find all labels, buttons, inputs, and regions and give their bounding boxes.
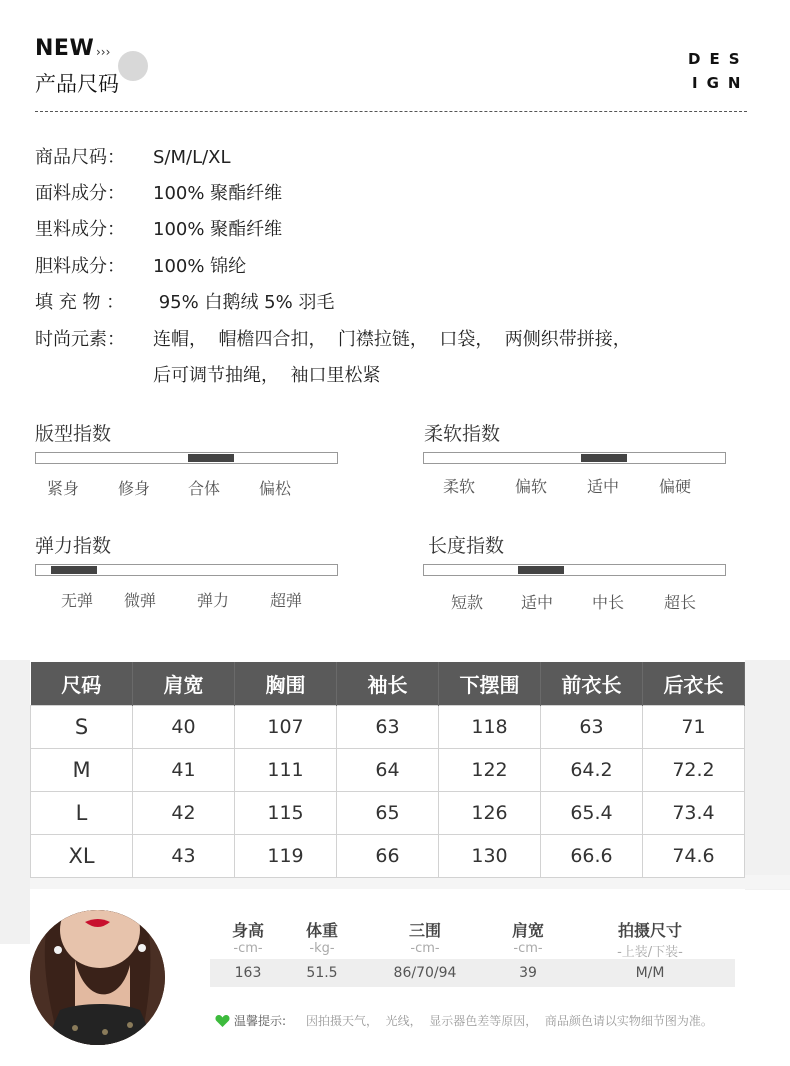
table-header-cell: 袖长 xyxy=(337,662,439,706)
tip-text: 因拍摄天气， 光线， 显示器色差等原因， 商品颜色请以实物细节图为准。 xyxy=(306,1014,713,1028)
table-cell: 126 xyxy=(439,792,541,835)
spec-value: S/M/L/XL xyxy=(153,147,231,168)
index-title-length: 长度指数 xyxy=(428,535,505,557)
table-header-cell: 后衣长 xyxy=(643,662,745,706)
table-cell: L xyxy=(31,792,133,835)
model-head: 拍摄尺寸 xyxy=(617,921,682,940)
index-label: 短款 xyxy=(451,593,484,612)
spec-value: 95% 白鹅绒 5% 羽毛 xyxy=(153,292,335,313)
index-bar-length xyxy=(423,564,726,576)
index-label: 偏硬 xyxy=(659,477,692,496)
index-label: 偏松 xyxy=(259,479,292,498)
table-cell: 71 xyxy=(643,706,745,749)
index-label: 中长 xyxy=(592,593,625,612)
index-indicator xyxy=(188,454,234,462)
index-label: 柔软 xyxy=(443,477,476,496)
table-cell: 63 xyxy=(541,706,643,749)
index-label: 适中 xyxy=(521,593,554,612)
spec-value: 100% 聚酯纤维 xyxy=(153,183,283,204)
index-label: 修身 xyxy=(118,479,151,498)
table-cell: 65.4 xyxy=(541,792,643,835)
index-label: 超长 xyxy=(664,593,697,612)
table-row xyxy=(31,835,745,878)
size-table xyxy=(30,662,745,878)
table-cell: 63 xyxy=(337,706,439,749)
design-text-line1: DES xyxy=(688,50,749,68)
table-cell: 66 xyxy=(337,835,439,878)
index-title-fit: 版型指数 xyxy=(35,423,112,445)
table-cell: 65 xyxy=(337,792,439,835)
index-bar-fit xyxy=(35,452,338,464)
spec-value: 100% 聚酯纤维 xyxy=(153,219,283,240)
table-row xyxy=(31,792,745,835)
model-head: 体重 xyxy=(305,921,338,940)
table-bg-right xyxy=(745,660,790,890)
spec-value: 100% 锦纶 xyxy=(153,256,247,277)
spec-row-lining xyxy=(35,215,282,241)
model-unit: -cm- xyxy=(410,941,440,956)
index-label: 微弹 xyxy=(124,591,157,610)
table-cell: 43 xyxy=(133,835,235,878)
table-cell: 72.2 xyxy=(643,749,745,792)
spec-label: 里料成分： xyxy=(35,219,125,240)
index-label: 合体 xyxy=(188,479,221,498)
table-row xyxy=(31,706,745,749)
index-title-softness: 柔软指数 xyxy=(424,423,501,445)
table-cell: 74.6 xyxy=(643,835,745,878)
table-header-cell: 胸围 xyxy=(235,662,337,706)
design-text-line2: IGN xyxy=(692,74,750,92)
table-cell: 118 xyxy=(439,706,541,749)
index-label: 弹力 xyxy=(197,591,230,610)
table-cell: M xyxy=(31,749,133,792)
table-cell: XL xyxy=(31,835,133,878)
table-cell: 122 xyxy=(439,749,541,792)
new-label: NEW xyxy=(35,36,95,61)
model-head: 三围 xyxy=(408,921,441,940)
table-cell: 64 xyxy=(337,749,439,792)
table-row xyxy=(31,749,745,792)
table-cell: 130 xyxy=(439,835,541,878)
model-photo xyxy=(30,910,165,1045)
model-photo-illustration xyxy=(30,910,165,1045)
heart-icon-svg xyxy=(215,1014,230,1028)
spec-row-size xyxy=(35,143,231,169)
section-title: 产品尺码 xyxy=(35,72,119,96)
model-value: 39 xyxy=(519,965,537,981)
model-unit: -cm- xyxy=(233,941,263,956)
spec-row-fabric xyxy=(35,179,282,205)
header-decor-dot xyxy=(118,51,148,81)
table-header-cell: 下摆围 xyxy=(439,662,541,706)
table-cell: 111 xyxy=(235,749,337,792)
spec-value: 连帽， 帽檐四合扣， 门襟拉链， 口袋， 两侧织带拼接， xyxy=(153,329,631,350)
model-unit: -kg- xyxy=(309,941,335,956)
index-indicator xyxy=(581,454,627,462)
spec-continuation: 后可调节抽绳， 袖口里松紧 xyxy=(153,365,381,386)
new-arrows-icon: ››› xyxy=(96,45,111,59)
table-cell: 119 xyxy=(235,835,337,878)
index-label: 无弹 xyxy=(61,591,94,610)
index-label: 适中 xyxy=(587,477,620,496)
spec-label: 胆料成分： xyxy=(35,256,125,277)
table-header-cell: 肩宽 xyxy=(133,662,235,706)
table-header-cell: 前衣长 xyxy=(541,662,643,706)
table-cell: 107 xyxy=(235,706,337,749)
index-label: 紧身 xyxy=(47,479,80,498)
model-unit: -cm- xyxy=(513,941,543,956)
header-divider xyxy=(35,111,747,112)
spec-label: 商品尺码： xyxy=(35,147,125,168)
model-value: M/M xyxy=(635,965,665,981)
model-value: 163 xyxy=(234,965,262,981)
model-head: 肩宽 xyxy=(511,921,544,940)
model-head: 身高 xyxy=(231,921,264,940)
index-label: 偏软 xyxy=(515,477,548,496)
table-cell: 73.4 xyxy=(643,792,745,835)
spec-row-filling xyxy=(35,288,334,314)
table-cell: 41 xyxy=(133,749,235,792)
index-label: 超弹 xyxy=(270,591,303,610)
table-cell: 64.2 xyxy=(541,749,643,792)
table-cell: S xyxy=(31,706,133,749)
index-title-elasticity: 弹力指数 xyxy=(35,535,112,557)
spec-row-inner xyxy=(35,252,246,278)
index-indicator xyxy=(518,566,564,574)
model-value: 86/70/94 xyxy=(393,965,457,981)
index-bar-elasticity xyxy=(35,564,338,576)
index-bar-softness xyxy=(423,452,726,464)
table-header-row xyxy=(31,662,745,706)
model-unit: -上装/下装- xyxy=(617,945,683,960)
model-value: 51.5 xyxy=(306,965,338,981)
spec-label: 填 充 物 ： xyxy=(35,292,125,313)
table-cell: 42 xyxy=(133,792,235,835)
table-bg-left xyxy=(0,660,30,944)
spec-label: 时尚元素： xyxy=(35,329,125,350)
table-header-cell: 尺码 xyxy=(31,662,133,706)
index-indicator xyxy=(51,566,97,574)
table-cell: 40 xyxy=(133,706,235,749)
table-cell: 115 xyxy=(235,792,337,835)
tip-label: 温馨提示: xyxy=(234,1014,287,1028)
spec-row-style xyxy=(35,325,631,351)
table-cell: 66.6 xyxy=(541,835,643,878)
heart-icon xyxy=(215,1013,230,1032)
spec-label: 面料成分： xyxy=(35,183,125,204)
